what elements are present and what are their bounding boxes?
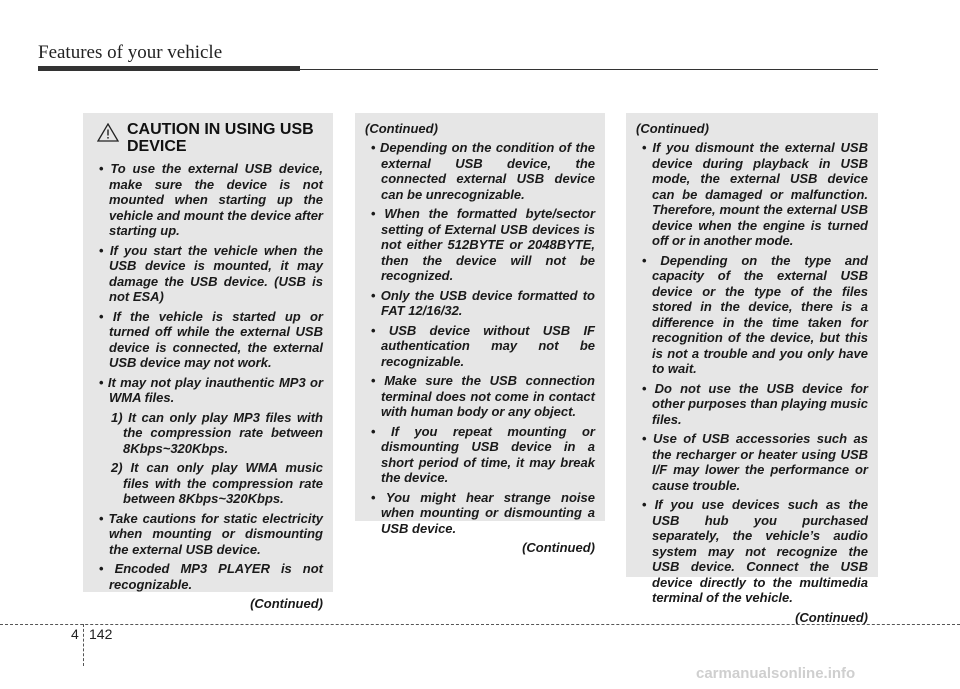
list-item: • Take cautions for static electricity when mounting or dismounting the external USB device.: [93, 511, 323, 558]
list-item: • Use of USB accessories such as the recharger or heater using USB I/F may lower the performance or cause trouble.: [636, 431, 868, 493]
list-item: • Only the USB device formatted to FAT 12/16/32.: [365, 288, 595, 319]
caution-list-3: [636, 140, 868, 606]
caution-panel-2: [355, 113, 605, 555]
continued-top-label: (Continued): [636, 121, 709, 136]
page-header-title: Features of your vehicle: [38, 42, 223, 63]
header-rule-thick: [38, 66, 300, 71]
caution-title: CAUTION IN USING USB DEVICE: [127, 121, 314, 155]
caution-panel-1: [83, 113, 333, 611]
caution-list-2: [365, 140, 595, 536]
list-item: • Depending on the type and capacity of the external USB device or the type of the files stored in the device, there is a difference in the time taken for recognition of the device, but this is not a trouble and you only have to wait.: [636, 253, 868, 377]
list-item: • If you use devices such as the USB hub you purchased separately, the vehicle’s audio system may not recognize the USB device. Connect the USB device directly to the multimedia terminal of the vehicle.: [636, 497, 868, 606]
header-rule-thin: [300, 69, 878, 70]
warning-triangle-icon: [97, 123, 119, 142]
caution-panel-3: [626, 113, 878, 625]
list-item: • Do not use the USB device for other purposes than playing music files.: [636, 381, 868, 428]
list-item: • If you dismount the external USB device during playback in USB mode, the external USB device can be damaged or malfunction. Therefore, mount the external USB device when the engine is turned off or in another mode.: [636, 140, 868, 249]
continued-label: (Continued): [522, 540, 595, 555]
footer-vertical-dash: [83, 624, 84, 666]
list-item: • Encoded MP3 PLAYER is not recognizable.: [93, 561, 323, 592]
list-item: • If you start the vehicle when the USB device is mounted, it may damage the USB device. (USB is not ESA): [93, 243, 323, 305]
continued-top-label: (Continued): [365, 121, 438, 136]
list-item: • USB device without USB IF authentication may not be recognizable.: [365, 323, 595, 370]
continued-label: (Continued): [250, 596, 323, 611]
watermark: carmanualsonline.info: [696, 665, 856, 682]
list-item: • If you repeat mounting or dismounting USB device in a short period of time, it may break the device.: [365, 424, 595, 486]
list-item: • Depending on the condition of the external USB device, the connected external USB device can be unrecognizable.: [365, 140, 595, 202]
sub-list-item: 2) It can only play WMA music files with the compression rate between 8Kbps~320Kbps.: [111, 460, 323, 506]
list-item: • To use the external USB device, make sure the device is not mounted when starting up the vehicle and mount the device after starting up.: [93, 161, 323, 239]
list-item: • If the vehicle is started up or turned off while the external USB device is connected, the external USB device may not work.: [93, 309, 323, 371]
footer-dashed-rule: [0, 624, 960, 625]
sub-list-item: 1) It can only play MP3 files with the compression rate between 8Kbps~320Kbps.: [111, 409, 323, 456]
list-item: • It may not play inauthentic MP3 or WMA files.: [93, 375, 323, 406]
list-item: • Make sure the USB connection terminal does not come in contact with human body or any object.: [365, 373, 595, 420]
page-number: 142: [89, 626, 113, 642]
caution-list-1: [93, 161, 323, 592]
continued-label: (Continued): [795, 609, 868, 625]
section-number: 4: [71, 626, 79, 642]
list-item: • When the formatted byte/sector setting of External USB devices is not either 512BYTE or 2048BYTE, then the device will not be recognized.: [365, 206, 595, 284]
list-item: • You might hear strange noise when mounting or dismounting a USB device.: [365, 490, 595, 537]
caution-header: [93, 121, 323, 155]
